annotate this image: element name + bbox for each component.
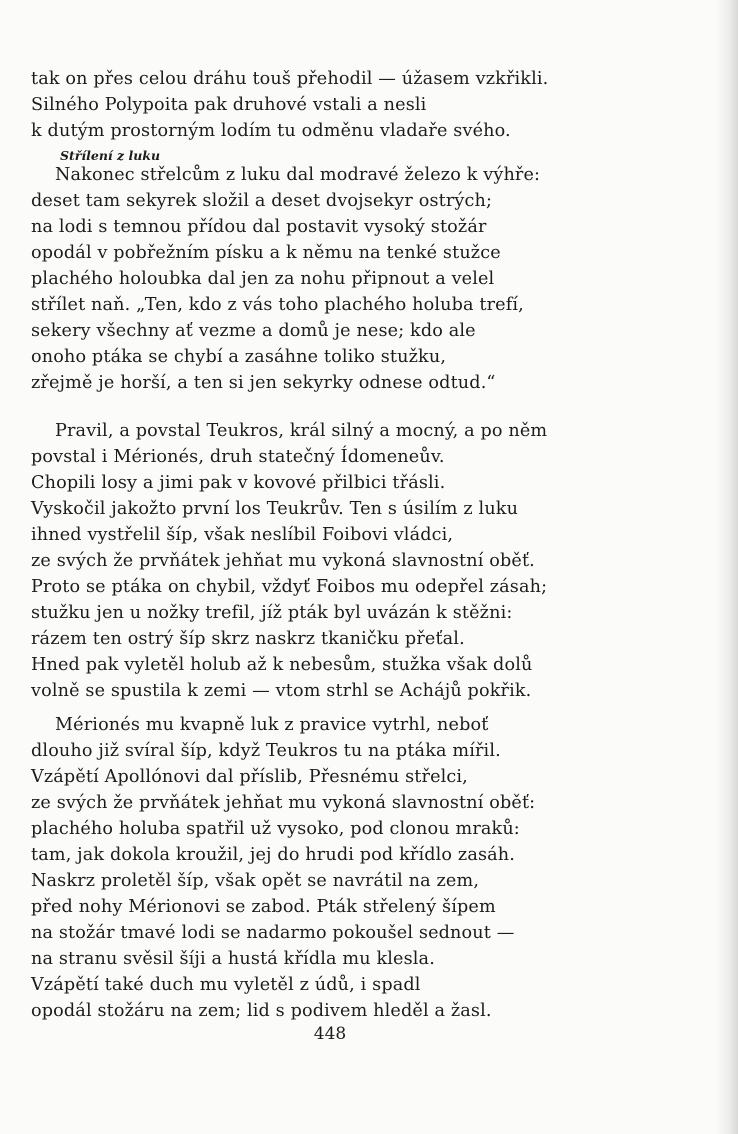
text-line: sekery všechny ať vezme a domů je nese; kdo ale [31, 321, 476, 341]
page-number: 448 [313, 1024, 347, 1044]
section-heading: Střílení z luku [60, 148, 161, 163]
text-line: Vzápětí také duch mu vyletěl z údů, i spadl [31, 975, 421, 995]
text-line: Vzápětí Apollónovi dal příslib, Přesnému střelci, [31, 767, 468, 787]
binding-edge-shadow [716, 0, 738, 1134]
text-line: Hned pak vyletěl holub až k nebesům, stužka však dolů [31, 655, 533, 675]
text-line: plachého holuba spatřil už vysoko, pod clonou mraků: [31, 819, 520, 839]
text-block-merionés [31, 712, 606, 1024]
text-line: Pravil, a povstal Teukros, král silný a mocný, a po něm [55, 421, 548, 441]
text-line: deset tam sekyrek složil a deset dvojsekyr ostrých; [31, 191, 493, 211]
text-line: tam, jak dokola kroužil, jej do hrudi pod křídlo zasáh. [31, 845, 515, 865]
text-line: opodál v pobřežním písku a k němu na tenké stužce [31, 243, 501, 263]
text-line: opodál stožáru na zem; lid s podivem hleděl a žasl. [31, 1001, 492, 1021]
text-line: ze svých že prvňátek jehňat mu vykoná slavnostní oběť. [31, 551, 535, 571]
text-line: na stranu svěsil šíji a hustá křídla mu klesla. [31, 949, 435, 969]
text-block-teukros [31, 418, 606, 704]
text-line: na lodi s temnou přídou dal postavit vysoký stožár [31, 217, 487, 237]
text-line: rázem ten ostrý šíp skrz naskrz tkaničku přeťal. [31, 629, 465, 649]
text-line: ihned vystřelil šíp, však neslíbil Foibovi vládci, [31, 525, 454, 545]
text-line: na stožár tmavé lodi se nadarmo pokoušel sednout — [31, 923, 515, 943]
text-line: povstal i Mérionés, druh statečný Ídomeneův. [31, 447, 445, 467]
text-line: Proto se ptáka on chybil, vždyť Foibos mu odepřel zásah; [31, 577, 548, 597]
text-line: Silného Polypoita pak druhové vstali a nesli [31, 95, 427, 115]
text-line: stužku jen u nožky trefil, jíž pták byl uvázán k stěžni: [31, 603, 513, 623]
text-line: Mérionés mu kvapně luk z pravice vytrhl, neboť [55, 715, 489, 735]
text-block-continuation [31, 66, 606, 144]
text-line: zřejmě je horší, a ten si jen sekyrky odnese odtud.“ [31, 373, 496, 393]
text-line: Nakonec střelcům z luku dal modravé železo k výhře: [55, 165, 541, 185]
text-line: ze svých že prvňátek jehňat mu vykoná slavnostní oběť: [31, 793, 536, 813]
text-block-archery-contest [31, 162, 606, 396]
text-line: volně se spustila k zemi — vtom strhl se Achájů pokřik. [31, 681, 532, 701]
text-line: plachého holoubka dal jen za nohu připnout a velel [31, 269, 495, 289]
text-line: střílet naň. „Ten, kdo z vás toho plachého holuba trefí, [31, 295, 524, 315]
text-line: onoho ptáka se chybí a zasáhne toliko stužku, [31, 347, 447, 367]
text-line: tak on přes celou dráhu touš přehodil — úžasem vzkřikli. [31, 69, 549, 89]
text-line: Vyskočil jakožto první los Teukrův. Ten s úsilím z luku [31, 499, 519, 519]
text-line: Naskrz proletěl šíp, však opět se navrátil na zem, [31, 871, 480, 891]
text-line: Chopili losy a jimi pak v kovové přilbici třásli. [31, 473, 446, 493]
text-line: k dutým prostorným lodím tu odměnu vladaře svého. [31, 121, 511, 141]
text-line: dlouho již svíral šíp, když Teukros tu na ptáka mířil. [31, 741, 501, 761]
text-line: před nohy Mérionovi se zabod. Pták střelený šípem [31, 897, 496, 917]
